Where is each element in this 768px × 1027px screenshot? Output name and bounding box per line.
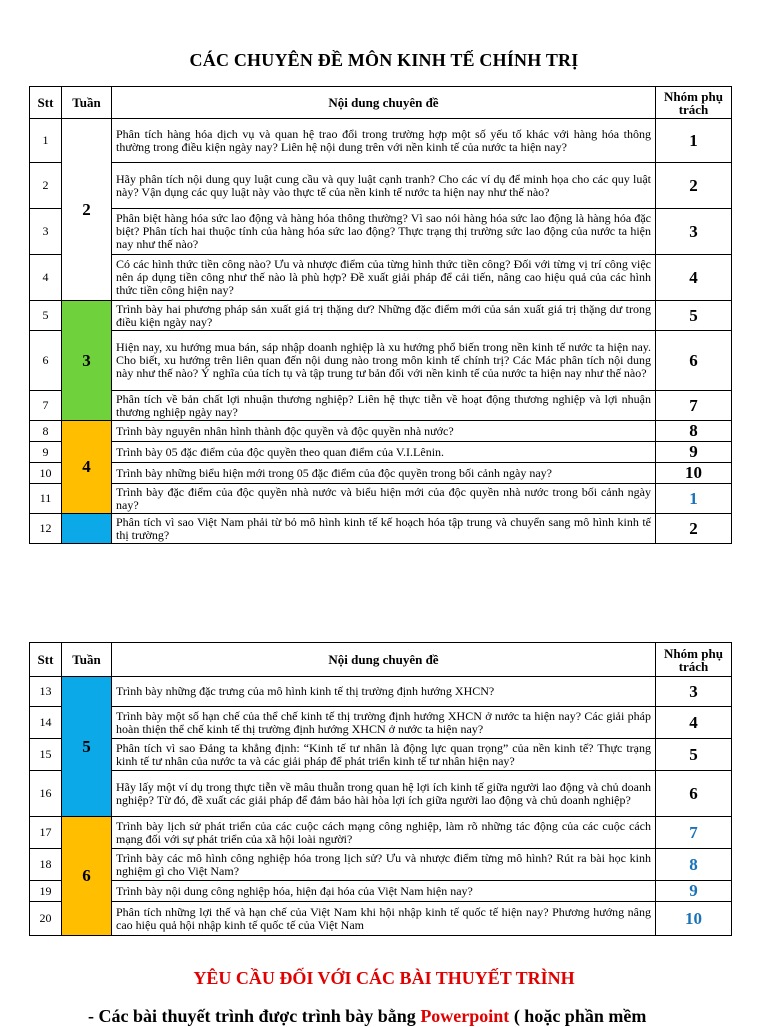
row-content: Trình bày 05 đặc điểm của độc quyền theo quan điểm của V.I.Lênin. [112,442,656,463]
row-content: Phân tích những lợi thế và hạn chế của Việt Nam khi hội nhập kinh tế quốc tế hiện nay? Phương hướng nâng cao hiệu quả hội nhập kinh tế quốc tế của Việt Nam [112,902,656,936]
row-group: 9 [656,442,732,463]
requirements-line-prefix: - Các bài thuyết trình được trình bày bằng [88,1006,421,1026]
row-group: 4 [656,707,732,739]
powerpoint-highlight: Powerpoint [420,1006,510,1026]
table-row [30,442,732,463]
row-stt: 19 [30,881,62,902]
table-row [30,209,732,255]
row-stt: 17 [30,817,62,849]
row-content: Phân biệt hàng hóa sức lao động và hàng hóa thông thường? Vì sao nói hàng hóa sức lao động là hàng hóa đặc biệt? Phân tích hai thuộc tính của hàng hóa sức lao động? Thực trạng thị trường sức lao động của nước ta hiện nay như thế nào? [112,209,656,255]
week-cell-5: 5 [62,677,112,817]
requirements-line-suffix: ( hoặc phần mềm [509,1006,647,1026]
row-group: 5 [656,739,732,771]
topics-table-2 [29,642,732,936]
row-stt: 12 [30,514,62,544]
row-group: 2 [656,163,732,209]
row-group: 8 [656,421,732,442]
table-row [30,739,732,771]
table-row [30,817,732,849]
table-row [30,463,732,484]
row-content: Trình bày lịch sử phát triển của các cuộc cách mạng công nghiệp, làm rõ những tác động của các cuộc cách mạng đối với sự phát triển của xã hội loài người? [112,817,656,849]
row-group: 7 [656,817,732,849]
table-row [30,849,732,881]
header-content: Nội dung chuyên đề [112,643,656,677]
row-group: 3 [656,209,732,255]
row-content: Trình bày hai phương pháp sản xuất giá trị thặng dư? Những đặc điểm mới của sản xuất giá trị thặng dư trong điều kiện ngày nay? [112,301,656,331]
requirements-title: YÊU CẦU ĐỐI VỚI CÁC BÀI THUYẾT TRÌNH [193,968,575,988]
row-content: Phân tích vì sao Đảng ta khẳng định: “Kinh tế tư nhân là động lực quan trọng” của nền kinh tế? Thực trạng kinh tế tư nhân của nước ta và các giải pháp để phát triển kinh tế tư nhân hiện nay? [112,739,656,771]
row-group: 6 [656,331,732,391]
row-content: Trình bày nội dung công nghiệp hóa, hiện đại hóa của Việt Nam hiện nay? [112,881,656,902]
week-cell-4: 4 [62,421,112,514]
row-content: Phân tích về bản chất lợi nhuận thương nghiệp? Liên hệ thực tiễn về hoạt động thương nghiệp và lợi nhuận thương nghiệp ngày nay? [112,391,656,421]
row-stt: 5 [30,301,62,331]
header-stt: Stt [30,87,62,119]
row-group: 2 [656,514,732,544]
row-stt: 7 [30,391,62,421]
table-row [30,771,732,817]
row-group: 6 [656,771,732,817]
row-group: 1 [656,119,732,163]
row-stt: 16 [30,771,62,817]
table-row [30,484,732,514]
row-group: 1 [656,484,732,514]
topics-table-1 [29,86,732,544]
header-group: Nhóm phụ trách [656,643,732,677]
row-content: Trình bày một số hạn chế của thể chế kinh tế thị trường định hướng XHCN ở nước ta hiện nay? Các giải pháp hoàn thiện thể chế kinh tế thị trường định hướng XHCN ở nước ta hiện nay? [112,707,656,739]
table-row [30,881,732,902]
table-row [30,331,732,391]
table-header-row [30,87,732,119]
week-cell-3: 3 [62,301,112,421]
week-cell-2: 2 [62,119,112,301]
row-group: 10 [656,463,732,484]
row-stt: 6 [30,331,62,391]
table-header-row [30,643,732,677]
table-row [30,391,732,421]
row-stt: 15 [30,739,62,771]
row-content: Phân tích vì sao Việt Nam phải từ bỏ mô hình kinh tế kế hoạch hóa tập trung và chuyển sang mô hình kinh tế thị trường? [112,514,656,544]
row-content: Trình bày các mô hình công nghiệp hóa trong lịch sử? Ưu và nhược điểm từng mô hình? Rút ra bài học kinh nghiệm gì cho Việt Nam? [112,849,656,881]
row-group: 10 [656,902,732,936]
table-row [30,301,732,331]
table-row [30,421,732,442]
row-content: Có các hình thức tiền công nào? Ưu và nhược điểm của từng hình thức tiền công? Đối với từng vị trí công việc nên áp dụng tiền công như thế nào là phù hợp? Đề xuất giải pháp để cải tiến, nâng cao hiệu quả của các hình thức tiền công hiện nay? [112,255,656,301]
row-stt: 20 [30,902,62,936]
table-row [30,514,732,544]
row-content: Hãy lấy một ví dụ trong thực tiễn về mâu thuẫn trong quan hệ lợi ích kinh tế giữa người lao động và chủ doanh nghiệp? Từ đó, đề xuất các giải pháp để đảm bảo hài hòa lợi ích giữa người lao động và chủ doanh nghiệp? [112,771,656,817]
table-row [30,119,732,163]
row-group: 5 [656,301,732,331]
row-stt: 1 [30,119,62,163]
table-row [30,255,732,301]
row-stt: 13 [30,677,62,707]
header-week: Tuần [62,87,112,119]
row-stt: 9 [30,442,62,463]
row-group: 8 [656,849,732,881]
row-stt: 14 [30,707,62,739]
row-group: 7 [656,391,732,421]
row-stt: 3 [30,209,62,255]
table-row [30,902,732,936]
row-content: Trình bày những đặc trưng của mô hình kinh tế thị trường định hướng XHCN? [112,677,656,707]
row-content: Trình bày đặc điểm của độc quyền nhà nước và biểu hiện mới của độc quyền nhà nước trong bối cảnh ngày nay? [112,484,656,514]
row-stt: 2 [30,163,62,209]
row-stt: 8 [30,421,62,442]
row-content: Hiện nay, xu hướng mua bán, sáp nhập doanh nghiệp là xu hướng phổ biến trong nền kinh tế nước ta hiện nay. Cho biết, xu hướng trên liên quan đến nội dung nào trong môn kinh tế chính trị? Các Mác phân tích nội dung này như thế nào? Ý nghĩa của tích tụ và tập trung tư bản đối với nền kinh tế của nước ta hiện nay như thế nào? [112,331,656,391]
header-week: Tuần [62,643,112,677]
row-group: 3 [656,677,732,707]
row-stt: 4 [30,255,62,301]
table-row [30,707,732,739]
row-content: Trình bày nguyên nhân hình thành độc quyền và độc quyền nhà nước? [112,421,656,442]
row-stt: 18 [30,849,62,881]
header-stt: Stt [30,643,62,677]
row-group: 4 [656,255,732,301]
table-row [30,677,732,707]
row-stt: 11 [30,484,62,514]
header-group: Nhóm phụ trách [656,87,732,119]
header-content: Nội dung chuyên đề [112,87,656,119]
week-cell-5-start [62,514,112,544]
week-cell-6: 6 [62,817,112,936]
row-content: Phân tích hàng hóa dịch vụ và quan hệ trao đổi trong trường hợp một số yếu tố khác với hàng hóa thông thường trong điều kiện ngày nay? Liên hệ nội dung trên với nền kinh tế của nước ta hiện nay? [112,119,656,163]
row-content: Hãy phân tích nội dung quy luật cung cầu và quy luật cạnh tranh? Cho các ví dụ để minh họa cho các quy luật này? Vận dụng các quy luật này vào thực tế của nền kinh tế nước ta hiện nay như thế nào? [112,163,656,209]
row-content: Trình bày những biểu hiện mới trong 05 đặc điểm của độc quyền trong bối cảnh ngày nay? [112,463,656,484]
table-row [30,163,732,209]
row-stt: 10 [30,463,62,484]
row-group: 9 [656,881,732,902]
page-title: CÁC CHUYÊN ĐỀ MÔN KINH TẾ CHÍNH TRỊ [189,50,579,70]
